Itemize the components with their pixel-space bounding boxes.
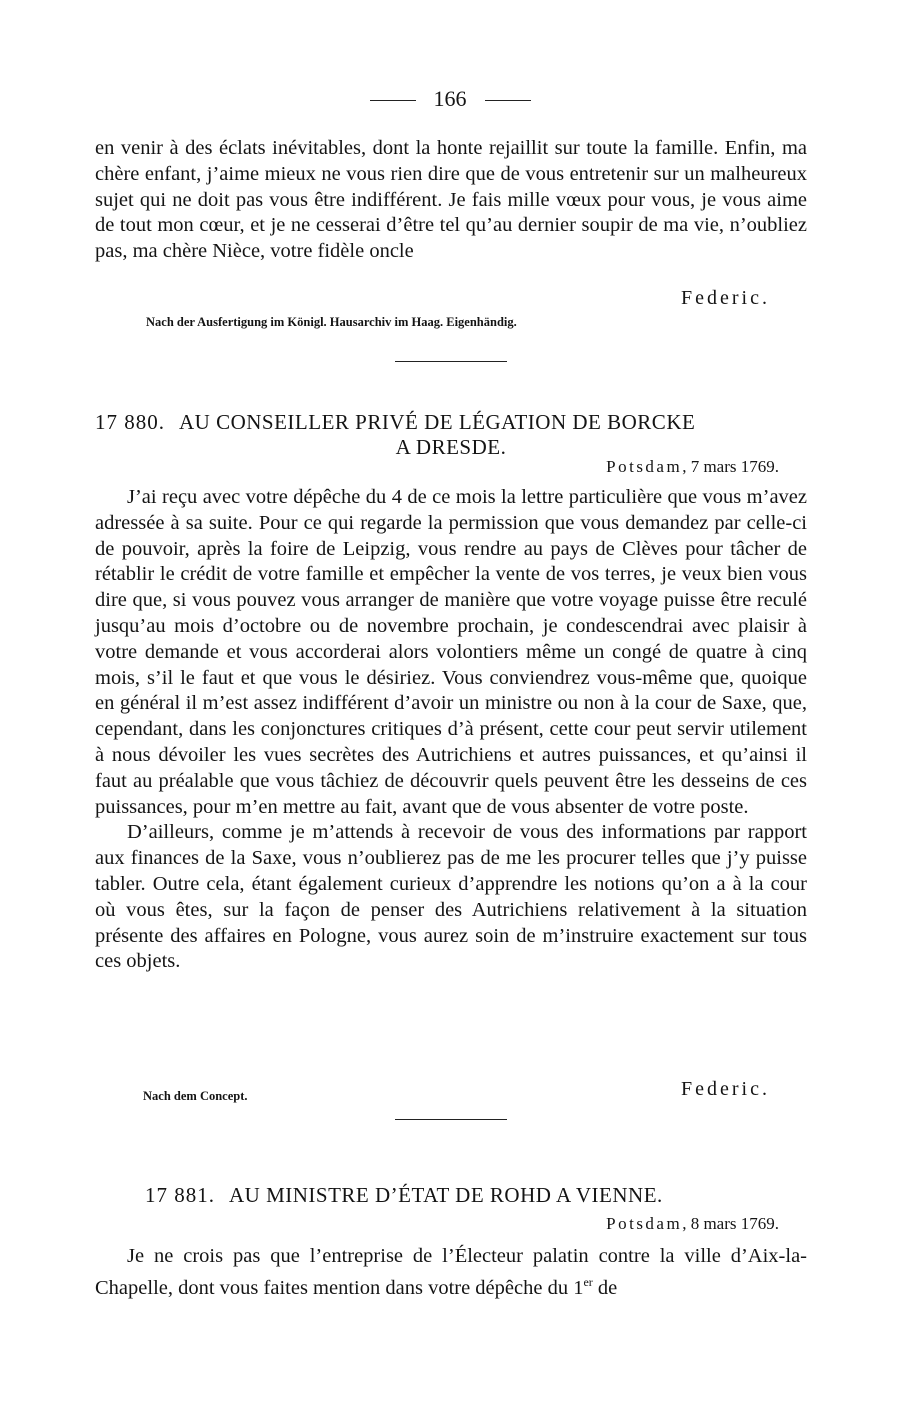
letter-17881-body (95, 1244, 807, 1301)
letter-17880-heading-line1: AU CONSEILLER PRIVÉ DE LÉGATION DE BORCKE (179, 410, 696, 434)
letter-17881-paragraph-start: Je ne crois pas que l’entreprise de l’Électeur palatin contre la ville d’Aix-la-Chapelle, dont vous faites mention dans votre dépêche du 1 (95, 1245, 807, 1299)
letter-17881-heading-text: AU MINISTRE D’ÉTAT DE ROHD A VIENNE. (229, 1183, 663, 1207)
letter-17881-dateline (606, 1214, 779, 1234)
letter-17880-place: Potsdam (606, 457, 683, 476)
continuation-text (95, 136, 807, 265)
continuation-paragraph: en venir à des éclats inévitables, dont la honte rejaillit sur toute la famille. Enfin, ma chère enfant, j’aime mieux ne vous rien dire que de vous entretenir sur un malheureux sujet qui ne doit pas vous être indifférent. Je fais mille vœux pour vous, je vous aime de tout mon cœur, et je ne cesserai d’être tel qu’au dernier soupir de ma vie, n’oubliez pas, ma chère Nièce, votre fidèle oncle (95, 137, 807, 263)
page-number (0, 86, 900, 112)
letter-17881-number: 17 881. (145, 1183, 215, 1207)
section-divider-2 (395, 1119, 507, 1120)
letter-17881-paragraph-end: de (592, 1276, 618, 1299)
letter-17881-superscript: er (583, 1274, 593, 1289)
letter-17880-number: 17 880. (95, 410, 165, 434)
page-number-value: 166 (433, 86, 467, 111)
signature-federic-1: Federic. (681, 287, 770, 309)
letter-17881-paragraph-1 (95, 1244, 807, 1301)
source-note-1: Nach der Ausfertigung im Königl. Hausarchiv im Haag. Eigenhändig. (146, 315, 517, 329)
page-number-dash-right (485, 100, 531, 101)
page-number-dash-left (370, 100, 416, 101)
signature-federic-2: Federic. (681, 1078, 770, 1100)
letter-17881-heading (95, 1183, 807, 1208)
section-divider-1 (395, 361, 507, 362)
letter-17880-heading-line2: A DRESDE. (395, 435, 507, 459)
letter-17880-paragraph-1: J’ai reçu avec votre dépêche du 4 de ce mois la lettre particulière que vous m’avez adressée à sa suite. Pour ce qui regarde la permission que vous demandez par celle-ci de pouvoir, après la foire de Leipzig, vous rendre au pays de Clèves pour tâcher de rétablir le crédit de votre famille et empêcher la vente de vos terres, je veux bien vous dire que, si vous pouvez vous arranger de manière que votre voyage puisse être reculé jusqu’au mois d’octobre ou de novembre prochain, je condescendrai avec plaisir à votre demande et vous accorderai alors volontiers même un congé de quatre à cinq mois, s’il le faut et que vous le désiriez. Vous conviendrez vous-même que, quoique en général il m’est assez indifférent d’avoir un ministre ou non à la cour de Saxe, que, cependant, dans les conjonctures critiques d’à présent, cette cour peut servir utilement à nous dévoiler les vues secrètes des Autrichiens et autres puissances, et qu’ainsi il faut au préalable que vous tâchiez de découvrir quels peuvent être les desseins de ces puissances, pour m’en mettre au fait, avant que de vous absenter de votre poste. (95, 486, 807, 818)
letter-17880-dateline (606, 457, 779, 477)
letter-17881-place: Potsdam (606, 1214, 683, 1233)
letter-17880-paragraph-2: D’ailleurs, comme je m’attends à recevoir de vous des informations par rapport aux finances de la Saxe, vous n’oublierez pas de me les procurer telles que j’y puisse tabler. Outre cela, étant également curieux d’apprendre les notions qu’on a à la cour où vous êtes, sur la façon de penser des Autrichiens relativement à la situation présente des affaires en Pologne, vous aurez soin de m’instruire exactement sur tous ces objets. (95, 821, 807, 973)
letter-17880-date: , 7 mars 1769. (682, 457, 779, 476)
letter-17881-date: , 8 mars 1769. (682, 1214, 779, 1233)
letter-17880-body (95, 485, 807, 975)
source-note-2: Nach dem Concept. (143, 1089, 248, 1103)
letter-17880-heading (95, 410, 807, 460)
